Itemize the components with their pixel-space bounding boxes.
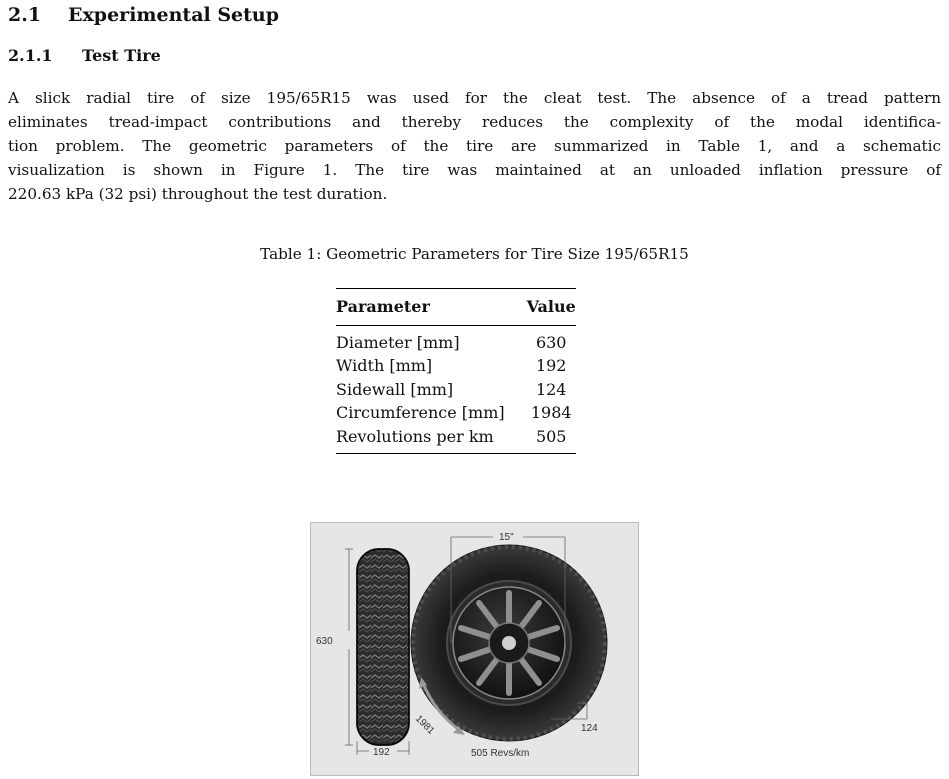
table-header-row: [336, 289, 576, 326]
cell-parameter: Diameter [mm]: [336, 332, 460, 352]
parameters-table: [336, 288, 576, 454]
cell-value: 192: [535, 356, 567, 375]
subsection-heading: [8, 46, 161, 65]
paragraph-line: A slick radial tire of size 195/65R15 was used for the cleat test. The absence of a tread pattern: [8, 89, 941, 107]
table-row: [336, 325, 576, 354]
cell-parameter: Revolutions per km: [336, 426, 494, 446]
header-value: Value: [526, 297, 576, 316]
width-label: 192: [373, 747, 390, 758]
cell-value: 505: [535, 426, 567, 446]
sidewall-label: 124: [581, 723, 598, 734]
cell-value: 124: [535, 379, 567, 399]
revs-label: 505 Revs/km: [471, 748, 530, 759]
cell-value: 1984: [530, 403, 572, 422]
tire-side-view: [357, 549, 409, 745]
subsection-title: Test Tire: [82, 46, 161, 65]
paragraph-line: visualization is shown in Figure 1. The tire was maintained at an unloaded inflation pressure of: [8, 161, 941, 179]
table-row: [336, 378, 576, 402]
diameter-label: 630: [316, 636, 333, 647]
subsection-number: 2.1.1: [8, 46, 53, 65]
diameter-dimension: [316, 549, 353, 745]
section-title: Experimental Setup: [68, 4, 280, 26]
cell-parameter: Sidewall [mm]: [336, 379, 454, 399]
cell-value: 630: [535, 332, 567, 352]
table-caption: Table 1: Geometric Parameters for Tire Size 195/65R15: [260, 245, 689, 263]
header-parameter: Parameter: [336, 297, 430, 316]
tire-schematic: [311, 523, 638, 775]
paragraph-line: tion problem. The geometric parameters of the tire are summarized in Table 1, and a schematic: [8, 137, 941, 155]
table-row: [336, 354, 576, 378]
paragraph-line: eliminates tread-impact contributions and thereby reduces the complexity of the modal identifica-: [8, 113, 941, 131]
tire-figure: [310, 522, 639, 776]
paragraph-line: 220.63 kPa (32 psi) throughout the test duration.: [8, 185, 388, 203]
section-number: 2.1: [8, 4, 42, 26]
cell-parameter: Circumference [mm]: [336, 403, 505, 422]
section-heading: [8, 4, 279, 26]
body-paragraph: [8, 86, 941, 206]
table-row: [336, 425, 576, 454]
rim-label: 15": [499, 532, 514, 543]
table-row: [336, 401, 576, 425]
circumference-label: 1981: [412, 713, 437, 737]
cell-parameter: Width [mm]: [336, 356, 433, 375]
